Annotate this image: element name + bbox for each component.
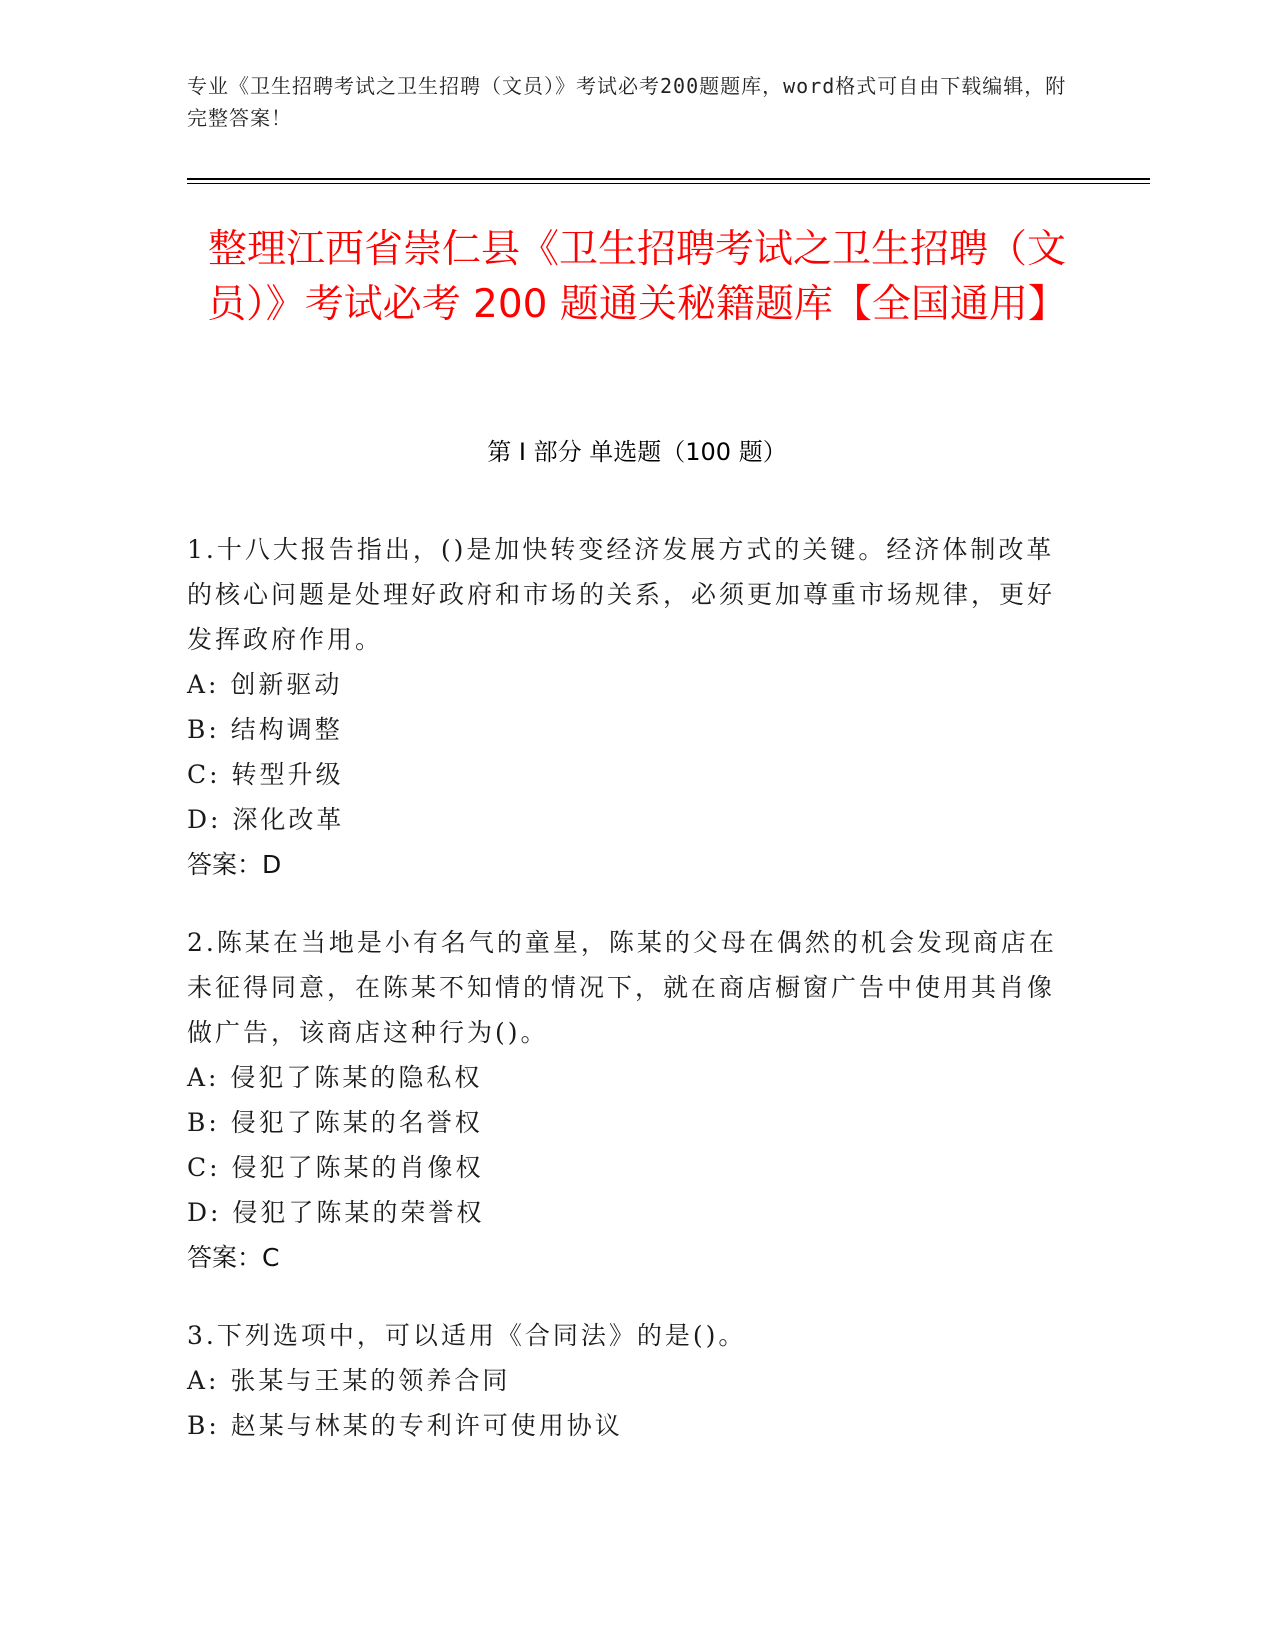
answer: 答案：C [187,1243,280,1272]
question-3 [187,1313,1067,1448]
question-1 [187,527,1067,887]
option-a: A: 创新驱动 [187,670,343,699]
header-note: 专业《卫生招聘考试之卫生招聘（文员）》考试必考200题题库，word格式可自由下载编辑，附完整答案！ [187,74,1067,130]
header-divider-thick [187,178,1150,180]
section-title: 第 I 部分 单选题（100 题） [487,438,787,466]
option-b: B: 侵犯了陈某的名誉权 [187,1108,483,1137]
option-d: D: 侵犯了陈某的荣誉权 [187,1198,485,1227]
document-title: 整理江西省崇仁县《卫生招聘考试之卫生招聘（文员）》考试必考 200 题通关秘籍题库【全国通用】 [207,227,1067,327]
question-stem: 3.下列选项中，可以适用《合同法》的是()。 [187,1321,747,1350]
answer: 答案：D [187,850,282,879]
question-stem: 1.十八大报告指出，()是加快转变经济发展方式的关键。经济体制改革的核心问题是处理好政府和市场的关系，必须更加尊重市场规律，更好发挥政府作用。 [187,535,1056,654]
header-divider-thin [187,183,1150,184]
option-a: A: 张某与王某的领养合同 [187,1366,511,1395]
option-c: C: 转型升级 [187,760,344,789]
option-d: D: 深化改革 [187,805,345,834]
option-b: B: 赵某与林某的专利许可使用协议 [187,1411,623,1440]
option-b: B: 结构调整 [187,715,343,744]
question-list [187,527,1067,1481]
option-a: A: 侵犯了陈某的隐私权 [187,1063,483,1092]
question-stem: 2.陈某在当地是小有名气的童星，陈某的父母在偶然的机会发现商店在未征得同意，在陈某不知情的情况下，就在商店橱窗广告中使用其肖像做广告，该商店这种行为()。 [187,928,1057,1047]
option-c: C: 侵犯了陈某的肖像权 [187,1153,484,1182]
question-2 [187,920,1067,1280]
